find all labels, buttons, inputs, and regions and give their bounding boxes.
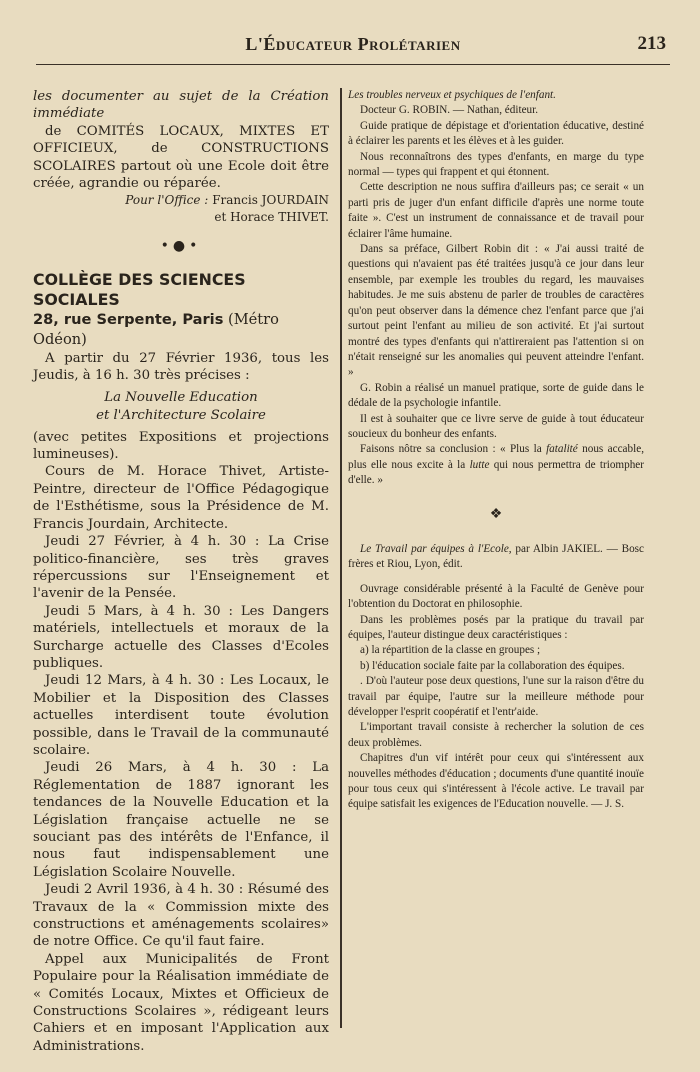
- review-conclusion: [348, 442, 644, 488]
- lecture-title-line-2: et l'Architecture Scolaire: [96, 407, 266, 423]
- list-item: a) la répartition de la classe en groupes ;: [360, 644, 541, 657]
- list-item: b) l'éducation sociale faite par la collaboration des équipes.: [360, 659, 625, 672]
- conclusion-text: nous accable, plus elle nous excite à la: [348, 443, 644, 471]
- signature: [33, 192, 329, 226]
- running-header: [36, 30, 670, 65]
- page-number: 213: [637, 33, 666, 54]
- paragraph: Jeudi 26 Mars, à 4 h. 30 : La Réglementation de 1887 ignorant les tendances de la Nouvelle Education et la Législation française actuelle ne se souciant pas des intérêts de l'Enfance, il nous faut indispensablement une Législation Scolaire Nouvelle.: [33, 760, 329, 880]
- lecture-title: [33, 389, 329, 425]
- review-paragraph: G. Robin a réalisé un manuel pratique, sorte de guide dans le dédale de la psychologie infantile.: [348, 381, 644, 410]
- review-paragraph: Guide pratique de dépistage et d'orientation éducative, destiné à éclairer les parents et les élèves et à les guider.: [348, 119, 644, 148]
- conclusion-text: Faisons nôtre sa conclusion : « Plus la: [360, 443, 547, 456]
- book-title: Le Travail par équipes à l'Ecole,: [360, 542, 512, 555]
- lecture-title-line-1: La Nouvelle Education: [104, 389, 258, 405]
- paragraph: A partir du 27 Février 1936, tous les Jeudis, à 16 h. 30 très précises :: [33, 350, 329, 384]
- signature-name-2: et Horace THIVET.: [214, 210, 329, 225]
- left-column: [33, 88, 329, 1055]
- ornament-diamond-icon: ❖: [489, 506, 503, 522]
- spacer: [348, 573, 644, 582]
- book-title: Les troubles nerveux et psychiques de l'enfant.: [348, 89, 556, 101]
- conclusion-emphasis: lutte: [469, 458, 490, 471]
- paragraph: Cours de M. Horace Thivet, Artiste-Peintre, directeur de l'Office Pédagogique de l'Esthétisme, sous la Présidence de M. Francis Jourdain, Architecte.: [33, 464, 329, 532]
- intro-italic: les documenter au sujet de la Création immédiate: [33, 89, 329, 122]
- book-author: par Albin JAKIEL. — Bosc frères et Riou, Lyon, édit.: [348, 542, 645, 571]
- review-paragraph: Chapitres d'un vif intérêt pour ceux qui s'intéressent aux nouvelles méthodes d'éducation ; documents d'une quantité inouïe pour tous ceux qui s'intéressent à l'école active. Le travail par équipe satisfait les exigences de l'Education nouvelle. — J. S.: [348, 752, 644, 811]
- review-paragraph: Il est à souhaiter que ce livre serve de guide à tout éducateur soucieux du bonheur des enfants.: [348, 412, 644, 440]
- college-heading: COLLÈGE DES SCIENCES SOCIALES: [33, 269, 246, 309]
- review-paragraph: Dans les problèmes posés par la pratique du travail par équipes, l'auteur distingue deux caractéristiques :: [348, 613, 644, 641]
- review-paragraph: L'important travail consiste à rechercher la solution de ces deux problèmes.: [348, 721, 644, 749]
- paragraph: Appel aux Municipalités de Front Populaire pour la Réalisation immédiate de « Comités Locaux, Mixtes et Officieux de Constructions Scolaires », rédigeant leurs Cahiers et en imposant l'Application aux Administrations.: [33, 951, 329, 1054]
- review-paragraph: Cette description ne nous suffira d'ailleurs pas; ce serait « un parti pris de juger d'un enfant difficile d'après une norme toute faite ». C'est un instrument de connaissance et de travail pour éclairer l'âme humaine.: [348, 181, 644, 240]
- right-column: [348, 88, 644, 813]
- signature-name-1: Francis JOURDAIN: [212, 193, 329, 208]
- ornament-dots: •●•: [160, 238, 202, 255]
- review-paragraph: Nous reconnaîtrons des types d'enfants, en marge du type normal — types qui frappent et qui étonnent.: [348, 150, 644, 179]
- paragraph: Jeudi 2 Avril 1936, à 4 h. 30 : Résumé des Travaux de la « Commission mixte des constructions et aménagements scolaires» de notre Office. Ce qu'il faut faire.: [33, 882, 329, 950]
- college-metro: (Métro Odéon): [33, 310, 279, 348]
- college-address-line: [33, 310, 329, 350]
- paragraph: Jeudi 12 Mars, à 4 h. 30 : Les Locaux, le Mobilier et la Disposition des Classes actuelles interdisent toute évolution possible, dans le Travail de la communauté scolaire.: [33, 673, 329, 758]
- signature-prefix: Pour l'Office :: [125, 193, 209, 208]
- book-citation: [348, 542, 644, 573]
- intro-body: de COMITÉS LOCAUX, MIXTES ET OFFICIEUX, de CONSTRUCTIONS SCOLAIRES partout où une Ecole doit être créée, agrandie ou réparée.: [33, 123, 329, 192]
- review-paragraph: Dans sa préface, Gilbert Robin dit : « J'ai aussi traité de questions qui n'avaient pas été traitées jusqu'à ce jour dans leur ensemble, par exemple les troubles du regard, les mauvaises habitudes. Je me suis abstenu de parler de troubles de caractères qu'on peut observer dans la démence chez l'enfant parce que j'ai surtout peint l'enfant au milieu de son activité. Et j'ai surtout montré des types d'enfants qui n'attireraient pas l'attention si on n'était renseigné sur les anomalies qui peuvent atteindre l'enfant. »: [348, 243, 644, 379]
- book-author: Docteur G. ROBIN. — Nathan, éditeur.: [360, 104, 539, 117]
- paragraph: Jeudi 27 Février, à 4 h. 30 : La Crise politico-financière, ses très graves répercussions sur l'Enseignement et l'avenir de la Pensée.: [33, 534, 329, 602]
- college-address: 28, rue Serpente, Paris: [33, 310, 224, 328]
- paragraph: Jeudi 5 Mars, à 4 h. 30 : Les Dangers matériels, intellectuels et moraux de la Surcharge actuelle des Classes d'Ecoles publiques.: [33, 603, 329, 671]
- review-paragraph: . D'où l'auteur pose deux questions, l'une sur la raison d'être du travail par équipe, l'autre sur la meilleure méthode pour développer l'esprit coopératif et l'entr'aide.: [348, 675, 644, 719]
- journal-title: L'Éducateur Prolétarien: [245, 34, 461, 54]
- column-divider: [340, 88, 342, 1028]
- conclusion-emphasis: fatalité: [546, 443, 578, 456]
- paragraph: (avec petites Expositions et projections lumineuses).: [33, 429, 329, 463]
- review-paragraph: Ouvrage considérable présenté à la Faculté de Genève pour l'obtention du Doctorat en philosophie.: [348, 582, 644, 611]
- conclusion-text: qui nous permettra de triompher d'elle. »: [348, 458, 644, 487]
